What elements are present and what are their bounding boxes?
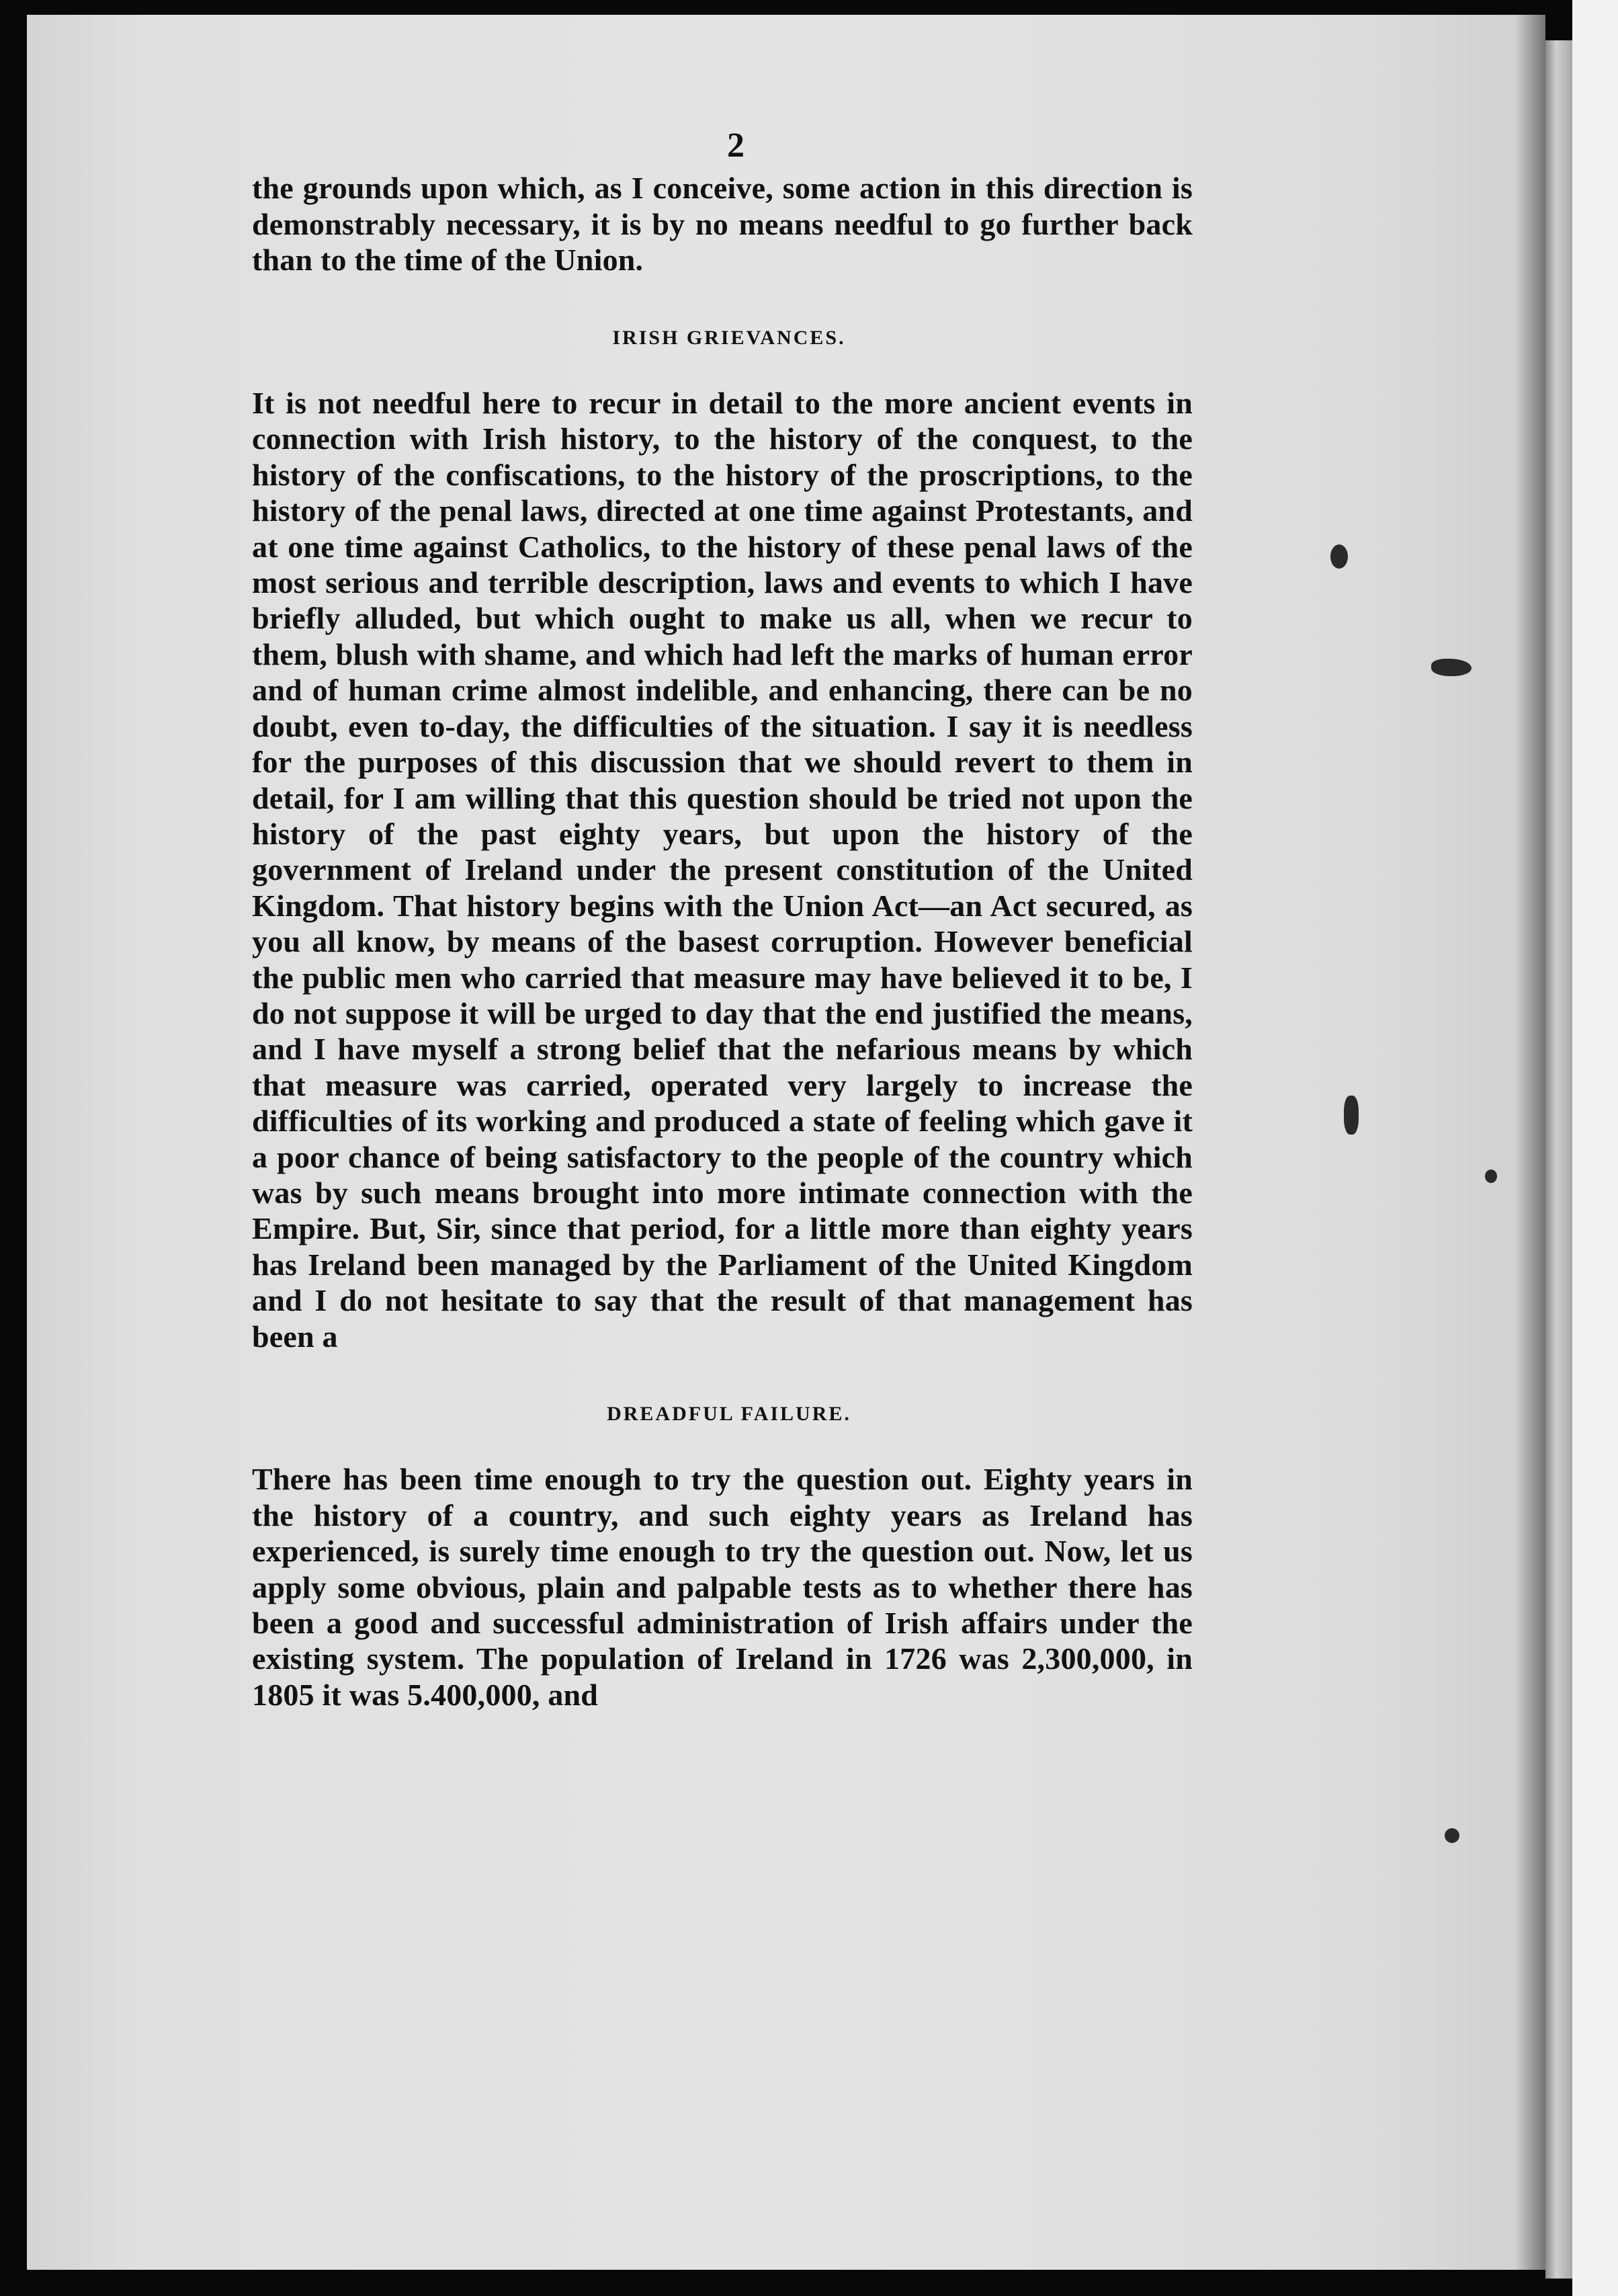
ink-blot-mark — [1431, 659, 1472, 676]
page-edge-shadow — [1515, 15, 1545, 2270]
section-heading-irish-grievances: IRISH GRIEVANCES. — [612, 326, 846, 349]
page-number: 2 — [727, 126, 744, 165]
document-body — [252, 128, 1193, 1713]
ink-blot-mark — [1344, 1096, 1359, 1135]
opening-paragraph: the grounds upon which, as I conceive, some action in this direction is demonstrably necessary, it is by no means needful to go further back than to the time of the Union. — [252, 171, 1193, 278]
irish-grievances-paragraph: It is not needful here to recur in detail to the more ancient events in connection with Irish history, to the history of the conquest, to the history of the confiscations, to the history of the proscriptions, to the history of the penal laws, directed at one time against Protestants, and at one time against Catholics, to the history of these penal laws of the most serious and terrible description, laws and events to which I have briefly alluded, but which ought to make us all, when we recur to them, blush with shame, and which had left the marks of human error and of human crime almost indelible, and enhancing, there can be no doubt, even to-day, the difficulties of the situation. I say it is needless for the purposes of this discussion that we should revert to them in detail, for I am willing that this question should be tried not upon the history of the past eighty years, but upon the history of the government of Ireland under the present constitution of the United Kingdom. That history begins with the Union Act—an Act secured, as you all know, by means of the basest corruption. However beneficial the public men who carried that measure may have believed it to be, I do not suppose it will be urged to day that the end justified the means, and I have myself a strong belief that the nefarious means by which that measure was carried, operated very largely to increase the difficulties of its working and produced a state of feeling which gave it a poor chance of being satisfactory to the people of the country which was by such means brought into more intimate connection with the Empire. But, Sir, since that period, for a little more than eighty years has Ireland been managed by the Parliament of the United Kingdom and I do not hesitate to say that the result of that management has been a — [252, 386, 1193, 1354]
adjacent-page-strip — [1545, 40, 1572, 2279]
ink-blot-mark — [1330, 544, 1348, 569]
ink-blot-mark — [1445, 1828, 1459, 1843]
ink-blot-mark — [1485, 1170, 1497, 1183]
section-heading-dreadful-failure: DREADFUL FAILURE. — [607, 1403, 851, 1425]
scan-border-right — [1572, 0, 1618, 2296]
dreadful-failure-paragraph: There has been time enough to try the question out. Eighty years in the history of a country, and such eighty years as Ireland has experienced, is surely time enough to try the question out. Now, let us apply some obvious, plain and palpable tests as to whether there has been a good and successful administration of Irish affairs under the existing system. The population of Ireland in 1726 was 2,300,000, in 1805 it was 5.400,000, and — [252, 1462, 1193, 1712]
